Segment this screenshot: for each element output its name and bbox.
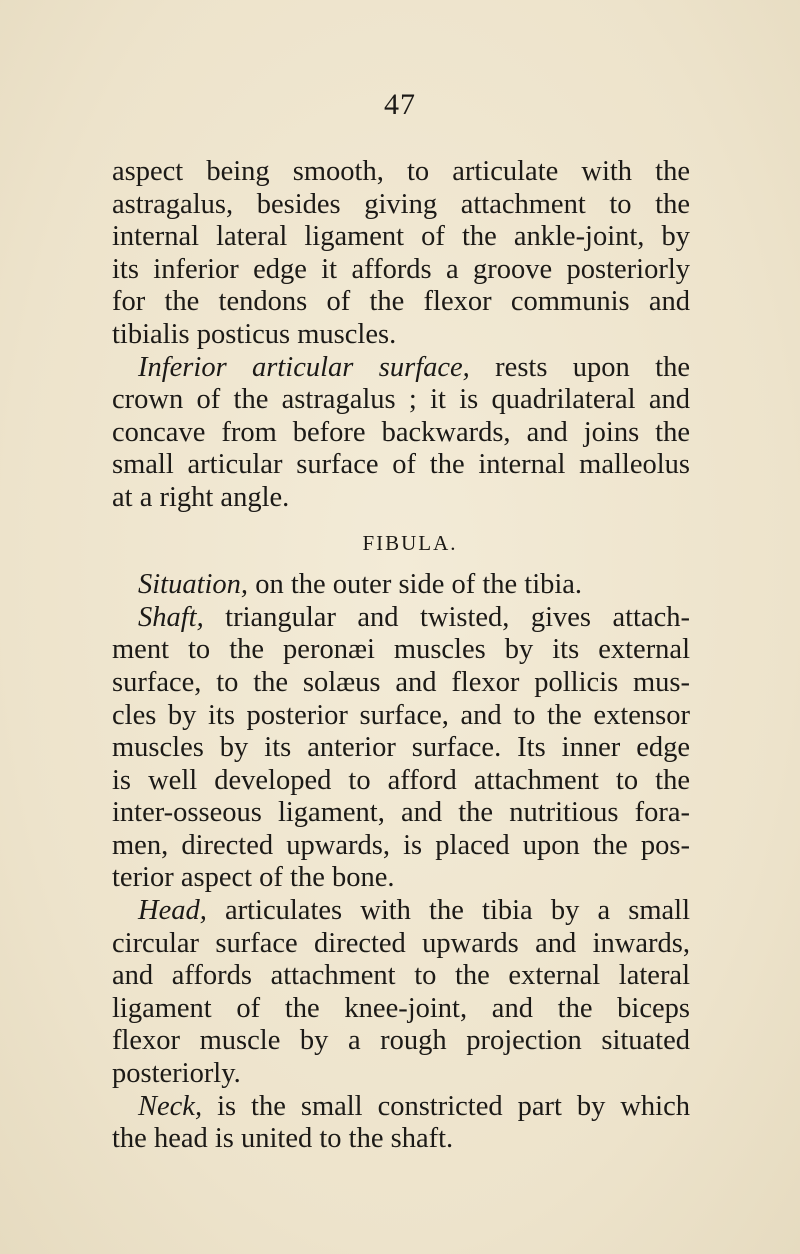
- text-line: tibialis posticus muscles.: [112, 318, 397, 350]
- term-situation: Situation,: [138, 569, 249, 601]
- term-shaft: Shaft,: [138, 601, 204, 633]
- text-line: cles by its posterior surface, and to the extensor: [112, 699, 690, 731]
- section-heading: FIBULA.: [362, 530, 458, 555]
- text-line: the head is united to the shaft.: [112, 1123, 454, 1155]
- text-line: circular surface directed upwards and inwards,: [112, 927, 690, 959]
- text-line: surface, to the solæus and flexor pollicis mus-: [112, 666, 690, 698]
- term-inferior-articular-surface: Inferior articular surface,: [138, 351, 470, 383]
- text-line: crown of the astragalus ; it is quadrilateral and: [112, 384, 690, 416]
- text-line: [112, 352, 690, 385]
- text-line: astragalus, besides giving attachment to the: [112, 188, 690, 220]
- text-fragment: articulates with the tibia by a small: [206, 895, 690, 927]
- text-line: muscles by its anterior surface. Its inner edge: [112, 732, 690, 764]
- text-line: flexor muscle by a rough projection situated: [112, 1025, 690, 1057]
- text-line: concave from before backwards, and joins the: [112, 416, 690, 448]
- text-line: men, directed upwards, is placed upon the pos-: [112, 829, 690, 861]
- text-line: [112, 895, 690, 928]
- term-neck: Neck,: [138, 1090, 203, 1122]
- text-line: terior aspect of the bone.: [112, 862, 395, 894]
- text-line: small articular surface of the internal malleolus: [112, 449, 690, 481]
- page-number: 47: [384, 88, 416, 121]
- text-line: its inferior edge it affords a groove posteriorly: [112, 253, 690, 285]
- text-line: ment to the peronæi muscles by its external: [112, 634, 690, 666]
- paragraph-shaft: [112, 602, 690, 895]
- text-fragment: is the small constricted part by which: [202, 1090, 690, 1122]
- paragraph-neck: [112, 1091, 690, 1156]
- page-body: [112, 156, 690, 1156]
- text-line: internal lateral ligament of the ankle-joint, by: [112, 221, 690, 253]
- paragraph-situation: [112, 569, 690, 602]
- text-line: at a right angle.: [112, 481, 290, 513]
- paragraph-continuation: [112, 156, 690, 352]
- text-line: and affords attachment to the external lateral: [112, 960, 690, 992]
- text-line: inter-osseous ligament, and the nutritious fora-: [112, 797, 690, 829]
- text-line: posteriorly.: [112, 1058, 241, 1090]
- text-line: ligament of the knee-joint, and the biceps: [112, 992, 690, 1024]
- text-fragment: triangular and twisted, gives attach-: [203, 601, 690, 633]
- text-line: is well developed to afford attachment to the: [112, 764, 690, 796]
- text-fragment: on the outer side of the tibia.: [248, 569, 583, 601]
- paragraph-head: [112, 895, 690, 1091]
- text-fragment: rests upon the: [469, 351, 690, 383]
- text-line: [112, 602, 690, 635]
- text-line: [112, 1091, 690, 1124]
- text-line: aspect being smooth, to articulate with the: [112, 156, 690, 187]
- paragraph-inferior-articular-surface: [112, 352, 690, 515]
- text-line: [112, 569, 690, 602]
- text-line: for the tendons of the flexor communis and: [112, 286, 690, 318]
- term-head: Head,: [138, 895, 207, 927]
